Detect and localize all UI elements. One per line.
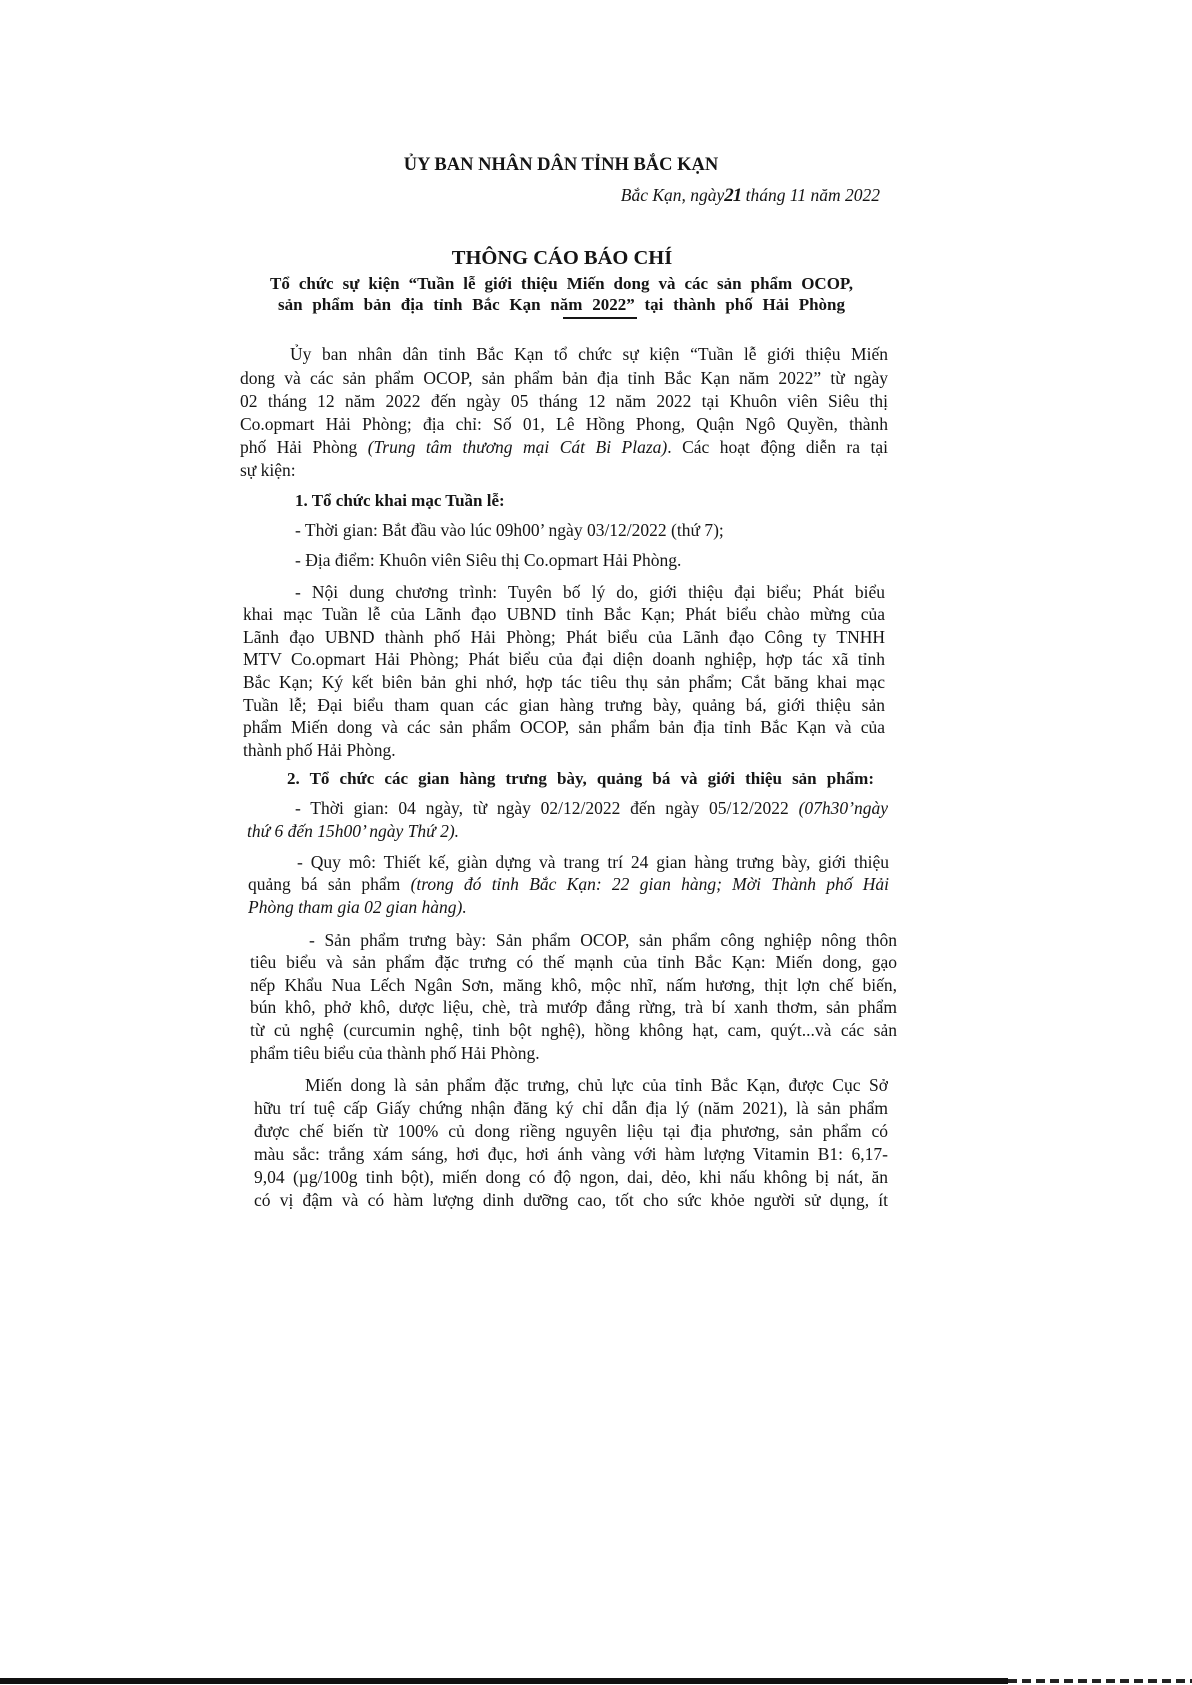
section1-time: - Thời gian: Bắt đầu vào lúc 09h00’ ngày 03/12/2022 (thứ 7);	[295, 519, 724, 540]
section1-content-line: khai mạc Tuần lễ của Lãnh đạo UBND tỉnh Bắc Kạn; Phát biểu chào mừng của	[243, 604, 885, 625]
scan-edge-line	[0, 1678, 1008, 1684]
section2-scale	[248, 851, 889, 919]
section2-products	[250, 929, 897, 1065]
section2-products-line: bún khô, phở khô, dược liệu, chè, trà mướp đắng rừng, trà bí xanh thơm, sản phẩm	[250, 997, 897, 1018]
intro-line: Co.opmart Hải Phòng; địa chỉ: Số 01, Lê Hồng Phong, Quận Ngô Quyền, thành	[240, 414, 888, 434]
section1-content-line: Lãnh đạo UBND thành phố Hải Phòng; Phát biểu của Lãnh đạo Công ty TNHH	[243, 626, 885, 647]
section2-heading: 2. Tổ chức các gian hàng trưng bày, quảng bá và giới thiệu sản phẩm:	[287, 768, 874, 788]
intro-line: Ủy ban nhân dân tỉnh Bắc Kạn tổ chức sự kiện “Tuần lễ giới thiệu Miến	[290, 344, 888, 365]
intro-line	[240, 436, 888, 459]
date-day-handwritten: 21	[724, 185, 742, 206]
section2-scale-line: Phòng tham gia 02 gian hàng).	[248, 896, 467, 917]
intro-paragraph	[240, 343, 888, 482]
title-separator-rule	[563, 317, 637, 319]
section2-scale-line: - Quy mô: Thiết kế, giàn dựng và trang trí 24 gian hàng trưng bày, giới thiệu	[297, 851, 889, 872]
section2-products-line: phẩm tiêu biểu của thành phố Hải Phòng.	[250, 1042, 540, 1063]
intro-line: 02 tháng 12 năm 2022 đến ngày 05 tháng 12 năm 2022 tại Khuôn viên Siêu thị	[240, 390, 888, 411]
scan-edge-dashes	[1008, 1679, 1192, 1683]
intro-text: phố Hải Phòng	[240, 437, 368, 458]
section2-scale-text: quảng bá sản phẩm	[248, 874, 411, 895]
document-subtitle-line: Tổ chức sự kiện “Tuần lễ giới thiệu Miến dong và các sản phẩm OCOP,	[270, 274, 853, 293]
section2-time-italic: (07h30’ngày	[798, 797, 888, 818]
section1-content	[243, 581, 885, 762]
closing-line: Miến dong là sản phẩm đặc trưng, chủ lực của tỉnh Bắc Kạn, được Cục Sở	[305, 1074, 888, 1095]
document-subtitle-line: sản phẩm bản địa tỉnh Bắc Kạn năm 2022” tại thành phố Hải Phòng	[278, 295, 845, 314]
issue-date	[621, 183, 880, 208]
section1-content-line: MTV Co.opmart Hải Phòng; Phát biểu của đại diện doanh nghiệp, hợp tác xã tỉnh	[243, 649, 885, 670]
closing-line: hữu trí tuệ cấp Giấy chứng nhận đăng ký chỉ dẫn địa lý (năm 2021), là sản phẩm	[254, 1097, 888, 1118]
section2-products-line: từ củ nghệ (curcumin nghệ, tinh bột nghệ), hồng không hạt, cam, quýt...và các sản	[250, 1020, 897, 1041]
section2-scale-line	[248, 873, 889, 896]
intro-italic-text: (Trung tâm thương mại Cát Bi Plaza)	[367, 437, 668, 458]
section2-time-text: - Thời gian: 04 ngày, từ ngày 02/12/2022 đến ngày 05/12/2022	[295, 797, 799, 818]
section2-time-line	[295, 797, 888, 820]
document-title: THÔNG CÁO BÁO CHÍ	[451, 247, 673, 269]
closing-paragraph	[254, 1074, 888, 1212]
section1-heading: 1. Tổ chức khai mạc Tuần lễ:	[295, 490, 505, 510]
section2-products-line: nếp Khẩu Nua Lếch Ngân Sơn, măng khô, mộc nhĩ, nấm hương, thịt lợn chế biến,	[250, 974, 897, 995]
closing-line: được chế biến từ 100% củ dong riềng nguyên liệu tại địa phương, sản phẩm có	[254, 1120, 888, 1141]
section1-content-line: Tuần lễ; Đại biểu tham quan các gian hàng trưng bày, quảng bá, giới thiệu sản	[243, 694, 885, 715]
section2-time	[247, 797, 888, 843]
section1-content-line: phẩm Miến dong và các sản phẩm OCOP, sản phẩm bản địa tỉnh Bắc Kạn và của	[243, 717, 885, 738]
section1-place: - Địa điểm: Khuôn viên Siêu thị Co.opmart Hải Phòng.	[295, 549, 682, 570]
intro-line: dong và các sản phẩm OCOP, sản phẩm bản địa tỉnh Bắc Kạn năm 2022” từ ngày	[240, 367, 888, 388]
section1-content-line: thành phố Hải Phòng.	[243, 739, 396, 760]
section2-products-line: tiêu biểu và sản phẩm đặc trưng có thế mạnh của tỉnh Bắc Kạn: Miến dong, gạo	[250, 952, 897, 973]
closing-line: 9,04 (µg/100g tinh bột), miến dong có độ ngon, dai, dẻo, khi nấu không bị nát, ăn	[254, 1166, 888, 1187]
closing-line: có vị đậm và có hàm lượng dinh dưỡng cao, tốt cho sức khỏe người sử dụng, ít	[254, 1189, 888, 1210]
intro-line: sự kiện:	[240, 460, 296, 481]
section2-time-line: thứ 6 đến 15h00’ ngày Thứ 2).	[247, 820, 460, 841]
date-prefix: Bắc Kạn, ngày	[620, 185, 725, 205]
section1-content-line: Bắc Kạn; Ký kết biên bản ghi nhớ, hợp tác tiêu thụ sản phẩm; Cắt băng khai mạc	[243, 672, 885, 693]
intro-text: . Các hoạt động diễn ra tại	[667, 437, 888, 458]
date-suffix: tháng 11 năm 2022	[741, 185, 880, 205]
issuing-agency: ỦY BAN NHÂN DÂN TỈNH BẮC KẠN	[403, 155, 719, 175]
section2-scale-italic: (trong đó tỉnh Bắc Kạn: 22 gian hàng; Mời Thành phố Hải	[410, 874, 889, 895]
section2-products-line: - Sản phẩm trưng bày: Sản phẩm OCOP, sản phẩm công nghiệp nông thôn	[309, 929, 897, 950]
section1-content-line: - Nội dung chương trình: Tuyên bố lý do, giới thiệu đại biểu; Phát biểu	[295, 581, 885, 602]
closing-line: màu sắc: trắng xám sáng, hơi đục, hơi ánh vàng với hàm lượng Vitamin B1: 6,17-	[254, 1143, 888, 1164]
